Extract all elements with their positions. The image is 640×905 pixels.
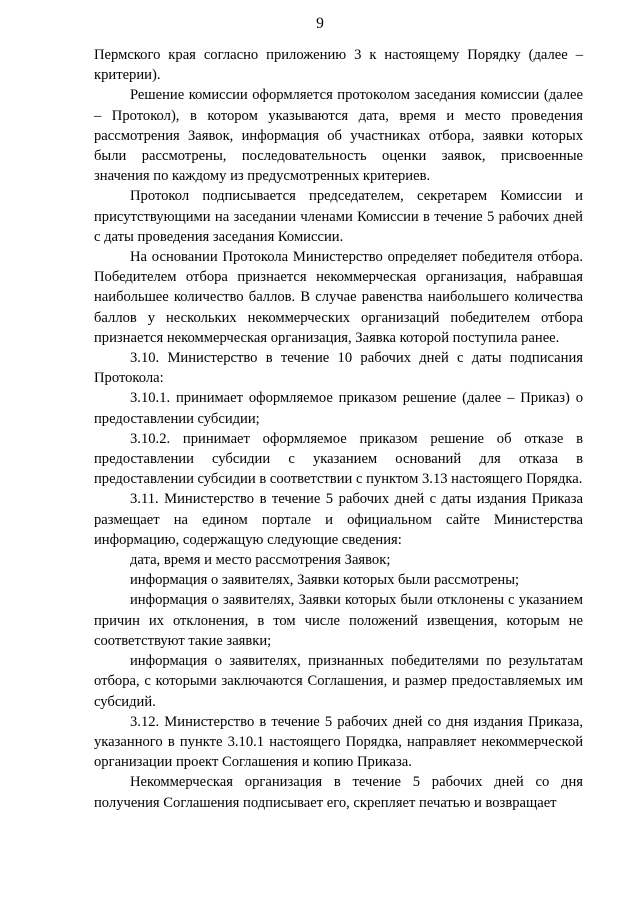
paragraph: 3.10.2. принимает оформляемое приказом решение об отказе в предоставлении субсидии с указанием оснований для отказа в предоставлении субсидии в соответствии с пунктом 3.13 настоящего Порядка.	[94, 430, 583, 488]
list-item: информация о заявителях, Заявки которых были отклонены с указанием причин их отклонения, в том числе положений извещения, которым не соответствуют такие заявки;	[94, 592, 583, 649]
paragraph: Пермского края согласно приложению 3 к настоящему Порядку (далее – критерии).	[94, 47, 583, 84]
paragraph: 3.10. Министерство в течение 10 рабочих дней с даты подписания Протокола:	[94, 350, 583, 387]
paragraph: 3.12. Министерство в течение 5 рабочих дней со дня издания Приказа, указанного в пункте 3.10.1 настоящего Порядка, направляет некоммерческой организации проект Соглашения и копию Приказа.	[94, 713, 583, 771]
paragraph: 3.10.1. принимает оформляемое приказом решение (далее – Приказ) о предоставлении субсидии;	[94, 390, 583, 427]
list-item: информация о заявителях, Заявки которых были рассмотрены;	[130, 572, 520, 589]
paragraph: Некоммерческая организация в течение 5 рабочих дней со дня получения Соглашения подписывает его, скрепляет печатью и возвращает	[94, 774, 583, 811]
paragraph: Решение комиссии оформляется протоколом заседания комиссии (далее – Протокол), в котором указываются дата, время и место проведения рассмотрения Заявок, информация об участниках отбора, заявки которых были рассмотрены, последовательность оценки заявок, присвоенные значения по каждому из предусмотренных критериев.	[94, 87, 583, 185]
list-item: дата, время и место рассмотрения Заявок;	[130, 552, 391, 569]
paragraph: Протокол подписывается председателем, секретарем Комиссии и присутствующими на заседании членами Комиссии в течение 5 рабочих дней с даты проведения заседания Комиссии.	[94, 188, 583, 245]
paragraph: На основании Протокола Министерство определяет победителя отбора. Победителем отбора признается некоммерческая организация, набравшая наибольшее количество баллов. В случае равенства наибольшего количества баллов у нескольких некоммерческих организаций победителем отбора признается некоммерческая организация, Заявка которой поступила ранее.	[94, 249, 583, 346]
paragraph: 3.11. Министерство в течение 5 рабочих дней с даты издания Приказа размещает на едином портале и официальном сайте Министерства информацию, содержащую следующие сведения:	[94, 491, 583, 548]
list-item: информация о заявителях, признанных победителями по результатам отбора, с которыми заключаются Соглашения, и размер предоставляемых им субсидий.	[94, 653, 583, 710]
page-number: 9	[316, 15, 324, 32]
document-body	[94, 45, 583, 813]
